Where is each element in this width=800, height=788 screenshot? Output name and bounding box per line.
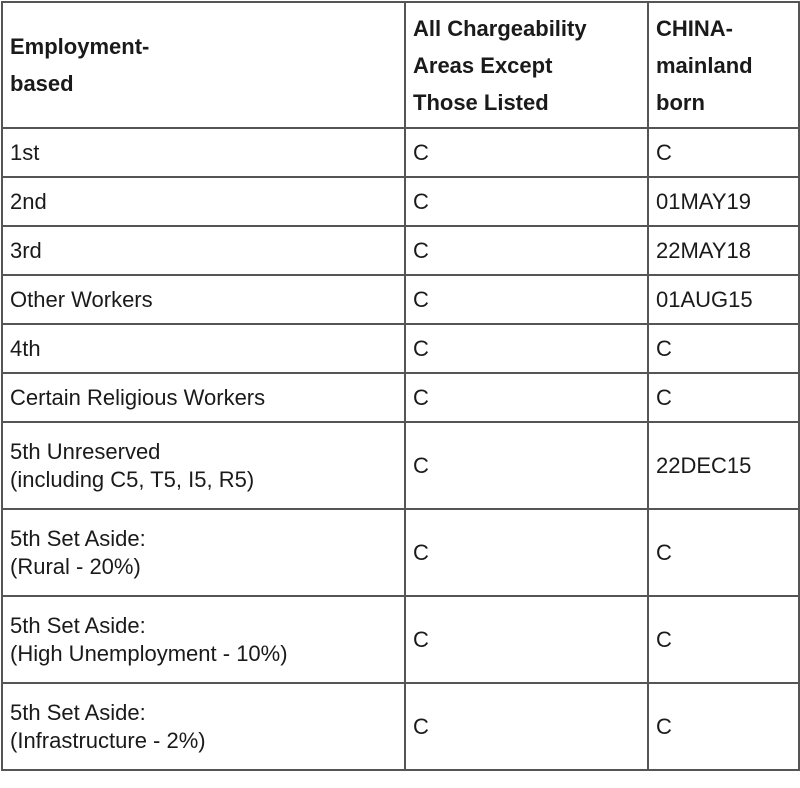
china-cell: C: [648, 128, 799, 177]
all-areas-cell: C: [405, 177, 648, 226]
category-cell: [2, 177, 405, 226]
category-label: (Infrastructure - 2%): [10, 727, 206, 753]
category-cell: [2, 324, 405, 373]
table-row: [2, 226, 799, 275]
category-cell: [2, 509, 405, 596]
category-label: 1st: [10, 139, 40, 165]
china-cell: C: [648, 683, 799, 770]
category-label: (Rural - 20%): [10, 553, 141, 579]
china-cell: C: [648, 509, 799, 596]
table-body: [2, 128, 799, 770]
category-cell: [2, 275, 405, 324]
table-row: [2, 128, 799, 177]
china-cell: C: [648, 324, 799, 373]
header-employment-based: Employment- based: [2, 2, 405, 128]
category-label: 5th Set Aside:: [10, 525, 146, 551]
all-areas-cell: C: [405, 683, 648, 770]
category-label: (High Unemployment - 10%): [10, 640, 288, 666]
all-areas-cell: C: [405, 596, 648, 683]
table-row: [2, 373, 799, 422]
table-row: [2, 177, 799, 226]
china-cell: 22MAY18: [648, 226, 799, 275]
category-label: 5th Set Aside:: [10, 699, 146, 725]
table-row: [2, 275, 799, 324]
china-cell: C: [648, 596, 799, 683]
china-cell: 22DEC15: [648, 422, 799, 509]
all-areas-cell: C: [405, 324, 648, 373]
category-label: 5th Set Aside:: [10, 612, 146, 638]
table-row: [2, 683, 799, 770]
header-all-chargeability-areas: All Chargeability Areas Except Those Listed: [405, 2, 648, 128]
category-cell: [2, 596, 405, 683]
header-china-mainland-born: CHINA- mainland born: [648, 2, 799, 128]
china-cell: 01AUG15: [648, 275, 799, 324]
category-label: Certain Religious Workers: [10, 384, 266, 410]
all-areas-cell: C: [405, 128, 648, 177]
category-label: 3rd: [10, 237, 42, 263]
all-areas-cell: C: [405, 422, 648, 509]
all-areas-cell: C: [405, 373, 648, 422]
category-label: 2nd: [10, 188, 47, 214]
china-cell: C: [648, 373, 799, 422]
category-cell: [2, 422, 405, 509]
table-row: [2, 509, 799, 596]
category-cell: [2, 128, 405, 177]
table-row: [2, 596, 799, 683]
table-row: [2, 324, 799, 373]
all-areas-cell: C: [405, 509, 648, 596]
category-label: Other Workers: [10, 286, 153, 312]
category-label: 4th: [10, 335, 41, 361]
category-label: 5th Unreserved: [10, 438, 161, 464]
category-label: (including C5, T5, I5, R5): [10, 466, 255, 492]
visa-bulletin-table: [1, 1, 800, 771]
category-cell: [2, 683, 405, 770]
category-cell: [2, 373, 405, 422]
category-cell: [2, 226, 405, 275]
all-areas-cell: C: [405, 226, 648, 275]
all-areas-cell: C: [405, 275, 648, 324]
china-cell: 01MAY19: [648, 177, 799, 226]
header-row: [2, 2, 799, 128]
table-row: [2, 422, 799, 509]
